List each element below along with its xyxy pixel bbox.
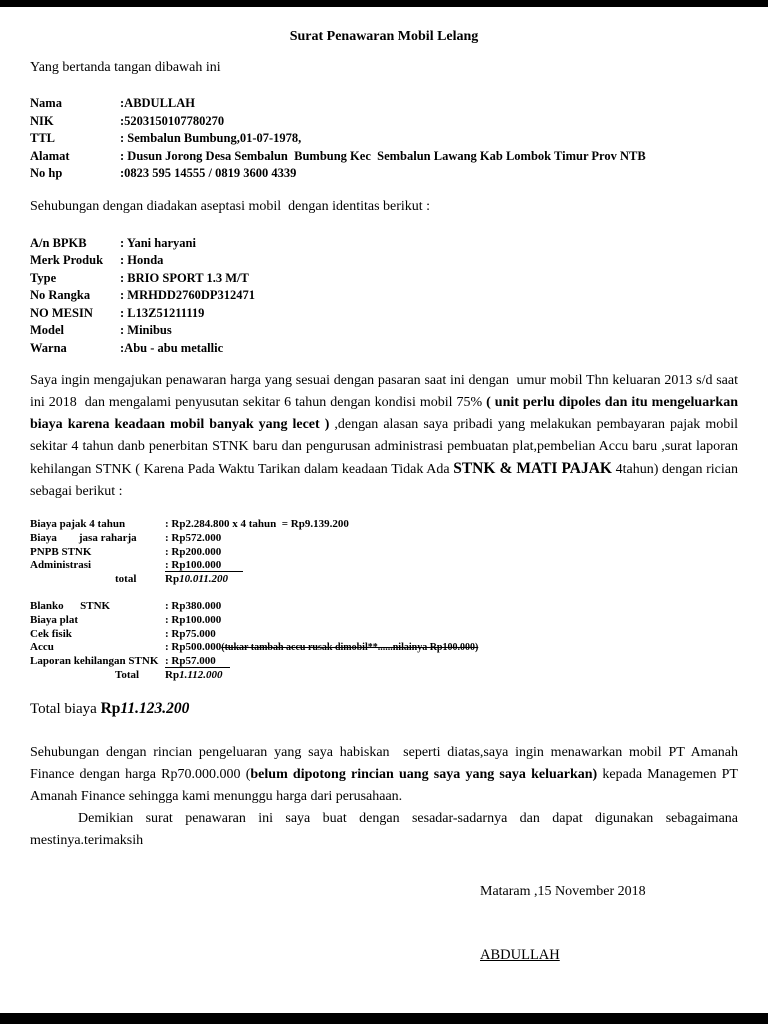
field-label: Biaya pajak 4 tahun [30,518,126,530]
table-row [30,614,738,628]
field-value: : Rp380.000 [165,599,222,612]
field-value: :Abu - abu metallic [120,340,224,355]
identity-table [30,95,738,183]
table-row [30,130,738,148]
top-border-bar [0,0,768,7]
field-label: Warna [30,340,67,355]
offer-text-3: 4tahun) dengan rician sebagai berikut : [30,462,742,499]
document-title: Surat Penawaran Mobil Lelang [289,29,479,44]
field-value: : BRIO SPORT 1.3 M/T [120,270,249,285]
field-label: Cek fisik [30,627,72,640]
signature-block [30,946,738,965]
field-label: Laporan kehilangan STNK [30,655,159,668]
amount-prefix: Rp [165,573,180,586]
bottom-border-bar [0,1013,768,1024]
field-label: No Rangka [30,288,91,302]
field-value: : Yani haryani [120,235,196,250]
grand-total-amount [101,700,190,717]
underlined-amount: : Rp57.000 [165,655,230,668]
field-label: TTL [30,131,56,145]
field-value: : Minibus [120,323,172,337]
table-row [30,287,738,305]
closing-text-bold: belum dipotong rincian uang saya yang saya keluarkan) [250,766,598,782]
closing-text-2: kepada Managemen PT Amanah Finance sehingga kami menunggu harga dari perusahaan. [30,766,741,804]
table-row [30,165,738,183]
field-label: Alamat [30,148,70,163]
field-value: : Dusun Jorong Desa Sembalun Bumbung Kec Sembalun Lawang Kab Lombok Timur Prov NTB [120,148,646,163]
cost-table-stnk [30,600,738,683]
offer-text-1: Saya ingin mengajukan penawaran harga yang sesuai dengan pasaran saat ini dengan umur mobil Thn keluaran 2013 s/d saat ini 2018 dan mengalami penyusutan sekitar 6 tahun dengan kondisi mobil 75% [30,373,742,410]
subtotal-label: total [115,573,137,586]
table-row [30,532,738,546]
amount-prefix: Rp [100,699,121,717]
table-row [30,95,738,113]
field-label: Biaya jasa raharja [30,531,137,544]
subtotal-label: Total [115,668,140,681]
field-value [165,641,478,655]
offer-text-bold-2: STNK & MATI PAJAK [453,460,612,477]
table-row [30,113,738,131]
table-row [30,235,738,253]
amount-prefix: Rp [165,668,180,681]
field-value: : Rp200.000 [165,545,222,558]
offer-text-2: ,dengan alasan saya pribadi yang melakukan pembayaran pajak mobil sekitar 4 tahun danb penerbitan STNK baru dan pengurusan administrasi pembuatan plat,pembelian Accu baru ,surat laporan kehilangan STNK ( Karena Pada Waktu Tarikan dalam keadaan Tidak Ada [30,417,742,477]
vehicle-table [30,235,738,358]
intro-line: Yang bertanda tangan dibawah ini [30,60,221,75]
signature-name: ABDULLAH [480,946,560,963]
table-row [30,322,738,340]
field-value: :ABDULLAH [120,96,196,110]
field-label: Nama [30,96,62,110]
table-row [30,641,738,655]
field-label: NIK [30,113,54,128]
table-row [30,628,738,642]
offer-text-bold-1: ( unit perlu dipoles dan itu mengeluarkan biaya karena keadaan mobil banyak yang lecet ) [30,395,742,432]
amount-value: 10.011.200 [179,573,228,586]
amount-value: 1.112.000 [179,668,223,681]
field-label: NO MESIN [30,305,93,320]
cost-table-taxes [30,518,738,587]
subtotal-row [30,669,738,683]
table-row [30,518,738,532]
grand-total-label: Total biaya [30,700,101,717]
table-row [30,270,738,288]
grand-total-line [30,699,738,719]
table-row [30,600,738,614]
field-label: Biaya plat [30,613,78,626]
subtotal-amount [165,573,228,587]
field-label: Merk Produk [30,253,104,267]
field-label: A/n BPKB [30,235,87,250]
table-row [30,252,738,270]
underlined-amount: : Rp100.000 [165,559,243,572]
field-label: No hp [30,166,63,180]
table-row [30,305,738,323]
final-paragraph: Demikian surat penawaran ini saya buat dengan sesadar-sadarnya dan dapat digunakan sebagaimana mestinya.terimaksih [30,810,738,848]
field-value: : L13Z51211119 [120,305,205,320]
field-label: Administrasi [30,559,92,572]
field-label: Accu [30,641,54,654]
table-row [30,559,738,573]
field-value: : Rp572.000 [165,531,222,544]
field-label: Type [30,270,57,285]
accu-note-strikethrough: (tukar tambah accu rusak dimobil**......nilainya Rp100.000) [221,642,479,654]
accu-amount: : Rp500.000 [165,641,222,654]
field-value: : Rp2.284.800 x 4 tahun = Rp9.139.200 [165,518,349,530]
table-row [30,546,738,560]
field-value: :5203150107780270 [120,113,225,128]
table-row [30,655,738,669]
subtotal-row [30,573,738,587]
table-row [30,340,738,358]
table-row [30,148,738,166]
field-value: :0823 595 14555 / 0819 3600 4339 [120,166,297,180]
subtotal-amount [165,669,222,683]
field-value: : Honda [120,253,164,267]
field-value: : Sembalun Bumbung,01-07-1978, [120,131,302,145]
field-value [165,559,243,573]
field-value: : Rp75.000 [165,627,216,640]
amount-value: 11.123.200 [120,699,190,717]
field-value: : Rp100.000 [165,613,222,626]
field-label: PNPB STNK [30,545,92,558]
field-value: : MRHDD2760DP312471 [120,288,256,302]
field-label: Blanko STNK [30,599,111,612]
date-place-line: Mataram ,15 November 2018 [480,883,646,899]
field-value [165,655,230,669]
closing-paragraph [30,742,742,808]
vehicle-intro-line: Sehubungan dengan diadakan aseptasi mobil dengan identitas berikut : [30,198,431,214]
closing-text-1: Sehubungan dengan rincian pengeluaran yang saya habiskan seperti diatas,saya ingin menawarkan mobil PT Amanah Finance dengan harga Rp70.000.000 ( [30,744,742,782]
field-label: Model [30,323,65,337]
offer-paragraph [30,370,742,503]
